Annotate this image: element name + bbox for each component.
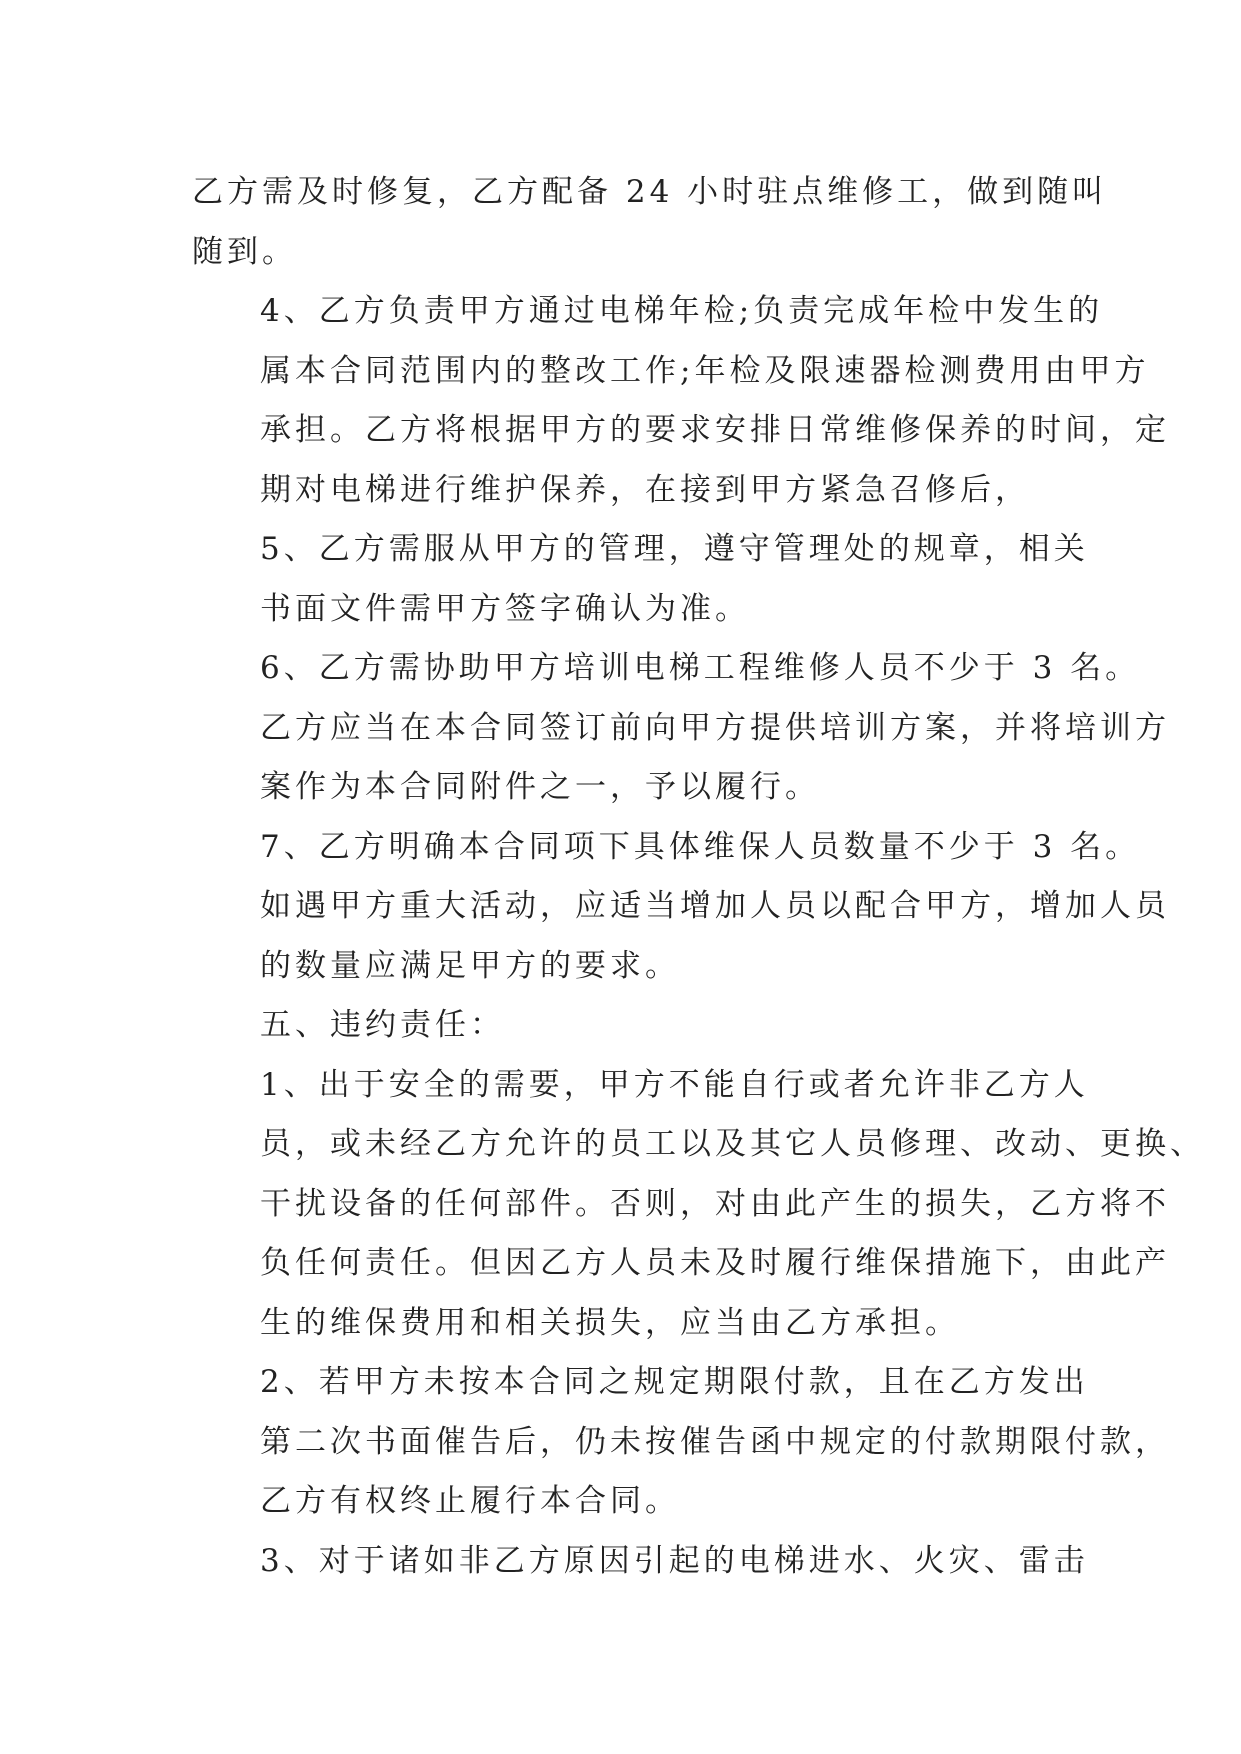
- text-line: 生的维保费用和相关损失，应当由乙方承担。: [260, 1304, 960, 1341]
- paragraph: [192, 282, 1170, 520]
- paragraph: [192, 1532, 1089, 1592]
- text-line: 5、乙方需服从甲方的管理，遵守管理处的规章，相关: [260, 531, 1089, 567]
- text-line: 案作为本合同附件之一，予以履行。: [260, 769, 820, 805]
- paragraph: [192, 1056, 1205, 1354]
- text-line: 五、违约责任：: [260, 1007, 505, 1043]
- text-line: 6、乙方需协助甲方培训电梯工程维修人员不少于 3 名。: [260, 650, 1141, 686]
- text-line: 1、出于安全的需要，甲方不能自行或者允许非乙方人: [260, 1066, 1089, 1103]
- text-line: 书面文件需甲方签字确认为准。: [260, 590, 750, 627]
- text-line: 承担。乙方将根据甲方的要求安排日常维修保养的时间，定: [260, 412, 1170, 448]
- text-line: 干扰设备的任何部件。否则，对由此产生的损失，乙方将不: [260, 1185, 1170, 1222]
- paragraph: [192, 1353, 1170, 1532]
- text-line: 第二次书面催告后，仍未按催告函中规定的付款期限付款，: [260, 1423, 1170, 1460]
- text-line: 乙方需及时修复，乙方配备 24 小时驻点维修工，做到随叫: [192, 174, 1108, 210]
- text-line: 如遇甲方重大活动，应适当增加人员以配合甲方，增加人员: [260, 888, 1170, 924]
- text-line: 的数量应满足甲方的要求。: [260, 947, 680, 984]
- text-line: 乙方应当在本合同签订前向甲方提供培训方案，并将培训方: [260, 709, 1170, 746]
- text-line: 乙方有权终止履行本合同。: [260, 1483, 680, 1519]
- text-line: 负任何责任。但因乙方人员未及时履行维保措施下，由此产: [260, 1245, 1170, 1281]
- paragraph: [192, 520, 1089, 639]
- text-line: 随到。: [192, 233, 297, 270]
- text-line: 7、乙方明确本合同项下具体维保人员数量不少于 3 名。: [260, 828, 1141, 865]
- text-line: 员，或未经乙方允许的员工以及其它人员修理、改动、更换、: [260, 1126, 1205, 1162]
- text-line: 2、若甲方未按本合同之规定期限付款，且在乙方发出: [260, 1364, 1089, 1400]
- paragraph: [192, 818, 1170, 997]
- text-line: 3、对于诸如非乙方原因引起的电梯进水、火灾、雷击: [260, 1542, 1089, 1579]
- paragraph: [192, 996, 1052, 1056]
- text-line: 属本合同范围内的整改工作;年检及限速器检测费用由甲方: [260, 352, 1150, 389]
- paragraph: [192, 639, 1170, 818]
- paragraph: [192, 163, 1108, 282]
- text-line: 4、乙方负责甲方通过电梯年检;负责完成年检中发生的: [260, 293, 1104, 329]
- document-body: [192, 163, 1205, 1591]
- text-line: 期对电梯进行维护保养，在接到甲方紧急召修后，: [260, 471, 1030, 508]
